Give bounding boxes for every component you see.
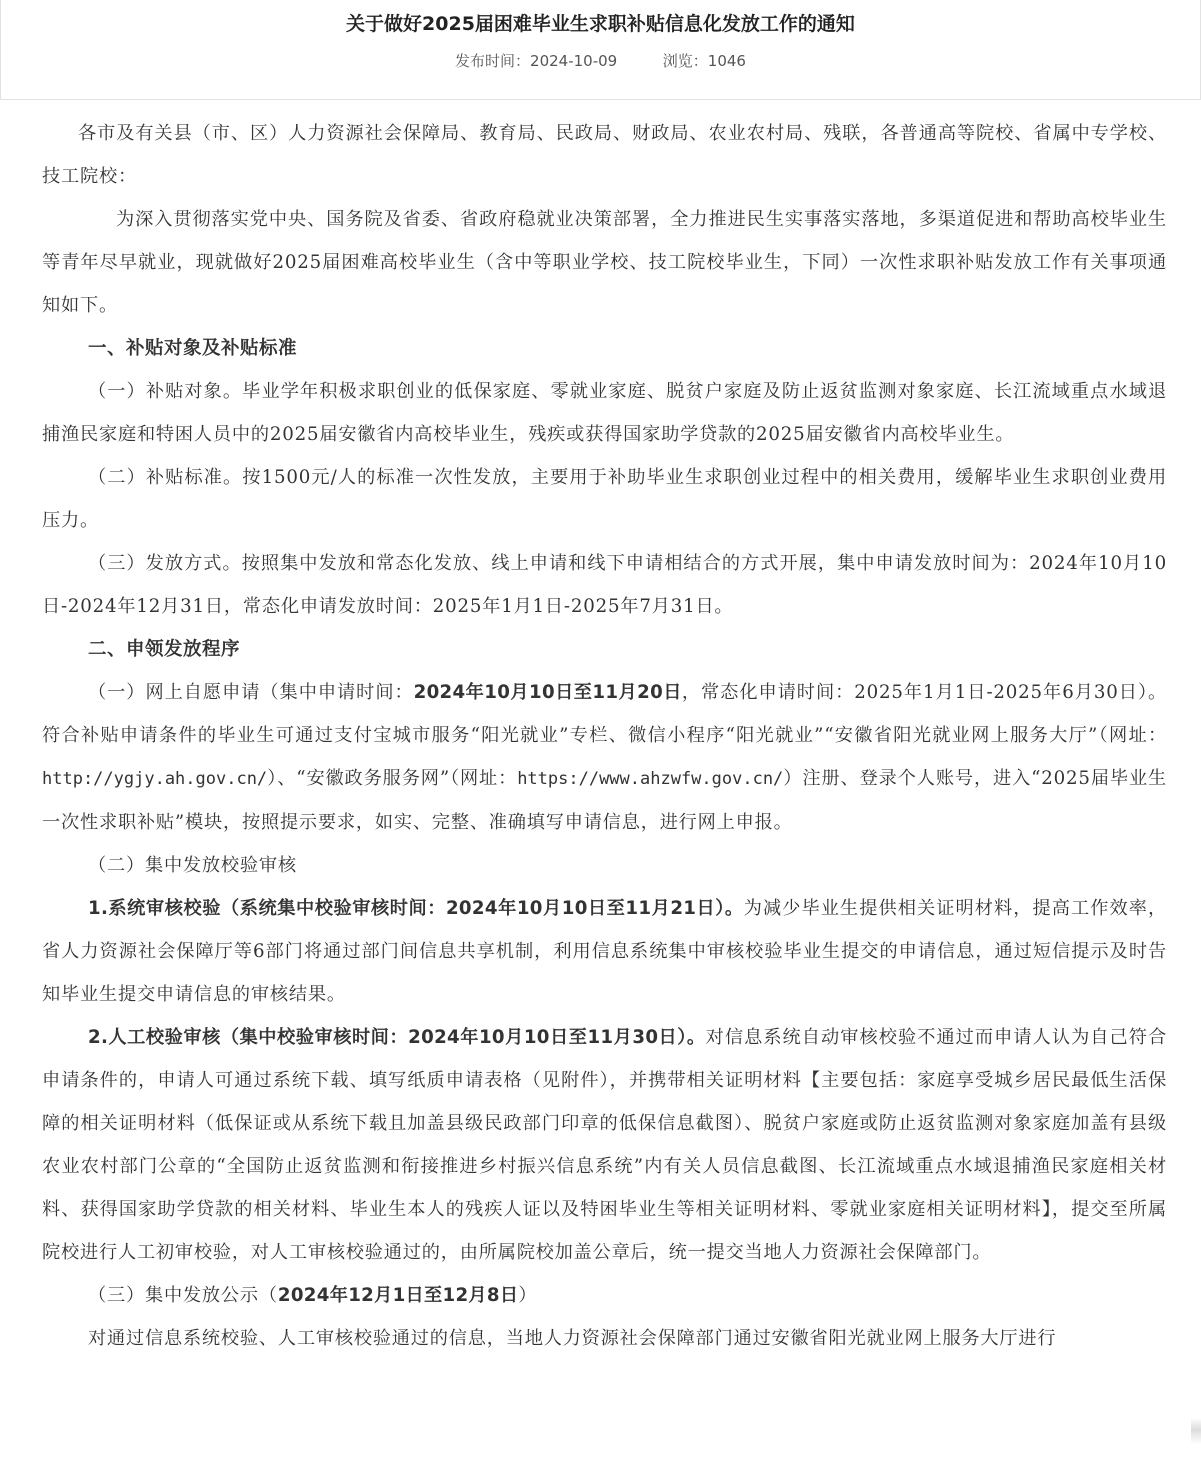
publicity-period: 2024年12月1日至12月8日 [277, 1285, 519, 1306]
manual-review-title: 2.人工校验审核（集中校验审核时间：2024年10月10日至11月30日）。 [88, 1027, 706, 1048]
article-header [0, 0, 1201, 100]
text-segment: （一）网上自愿申请（集中申请时间： [88, 682, 414, 703]
salutation: 各市及有关县（市、区）人力资源社会保障局、教育局、民政局、财政局、农业农村局、残联，各普通高等院校、省属中专学校、技工院校： [42, 123, 1167, 187]
paragraph-online-application [42, 671, 1167, 844]
text-segment: ，常态化申请时间：2025年1月1日-2025年6月30日）。符合补贴申请条件的毕业生可通过支付宝城市服务“阳光就业”专栏、微信小程序“阳光就业”“安徽省阳光就业网上服务大厅”（网址： [42, 682, 1167, 746]
views-count: 1046 [707, 52, 746, 70]
text-segment: 对信息系统自动审核校验不通过而申请人认为自己符合申请条件的，申请人可通过系统下载、填写纸质申请表格（见附件），并携带相关证明材料【主要包括：家庭享受城乡居民最低生活保障的相关证明材料（低保证或从系统下载且加盖县级民政部门印章的低保信息截图）、脱贫户家庭或防止返贫监测对象家庭加盖有县级农业农村部门公章的“全国防止返贫监测和衔接推进乡村振兴信息系统”内有关人员信息截图、长江流域重点水域退捕渔民家庭相关材料、获得国家助学贷款的相关材料、毕业生本人的残疾人证以及特困毕业生等相关证明材料、零就业家庭相关证明材料】，提交至所属院校进行人工初审校验，对人工审核校验通过的，由所属院校加盖公章后，统一提交当地人力资源社会保障部门。 [42, 1027, 1167, 1263]
section-heading-1: 一、补贴对象及补贴标准 [88, 338, 298, 359]
text-segment: ）、“安徽政务服务网”（网址： [267, 768, 518, 789]
subheading-centralized-review: （二）集中发放校验审核 [88, 855, 297, 876]
paragraph-publicity-detail: 对通过信息系统校验、人工审核校验通过的信息，当地人力资源社会保障部门通过安徽省阳光就业网上服务大厅进行 [88, 1328, 1057, 1349]
paragraph-subsidy-standard: （二）补贴标准。按1500元/人的标准一次性发放，主要用于补助毕业生求职创业过程中的相关费用，缓解毕业生求职创业费用压力。 [42, 467, 1167, 531]
article-meta [1, 51, 1200, 71]
application-period: 2024年10月10日至11月20日 [413, 682, 682, 703]
text-segment: ） [518, 1285, 538, 1306]
publish-label: 发布时间： [455, 52, 531, 70]
url-ahzwfw: https://www.ahzwfw.gov.cn/ [517, 769, 784, 789]
article-title: 关于做好2025届困难毕业生求职补贴信息化发放工作的通知 [346, 13, 855, 35]
text-segment: （三）集中发放公示（ [88, 1285, 278, 1306]
subheading-publicity [42, 1274, 1167, 1317]
paragraph-system-review [42, 887, 1167, 1016]
text-segment: 为减少毕业生提供相关证明材料，提高工作效率，省人力资源社会保障厅等6部门将通过部门间信息共享机制，利用信息系统集中审核校验毕业生提交的申请信息，通过短信提示及时告知毕业生提交申请信息的审核结果。 [42, 898, 1168, 1005]
url-ygjy: http://ygjy.ah.gov.cn/ [42, 769, 268, 789]
system-review-title: 1.系统审核校验（系统集中校验审核时间：2024年10月10日至11月21日）。 [88, 898, 744, 919]
publish-date: 2024-10-09 [530, 52, 618, 70]
text-segment: ）注册、登录个人账号，进入“2025届毕业生一次性求职补贴”模块，按照提示要求，如实、完整、准确填写申请信息，进行网上申报。 [42, 768, 1167, 833]
paragraph-subsidy-target: （一）补贴对象。毕业学年积极求职创业的低保家庭、零就业家庭、脱贫户家庭及防止返贫监测对象家庭、长江流域重点水域退捕渔民家庭和特困人员中的2025届安徽省内高校毕业生，残疾或获得国家助学贷款的2025届安徽省内高校毕业生。 [42, 381, 1167, 445]
paragraph-manual-review [42, 1016, 1167, 1274]
intro-paragraph: 为深入贯彻落实党中央、国务院及省委、省政府稳就业决策部署，全力推进民生实事落实落地，多渠道促进和帮助高校毕业生等青年尽早就业，现就做好2025届困难高校毕业生（含中等职业学校、技工院校毕业生，下同）一次性求职补贴发放工作有关事项通知如下。 [42, 209, 1167, 316]
views-label: 浏览： [662, 52, 708, 70]
paragraph-distribution-method: （三）发放方式。按照集中发放和常态化发放、线上申请和线下申请相结合的方式开展，集中申请发放时间为：2024年10月10日-2024年12月31日，常态化申请发放时间：2025年1月1日-2025年7月31日。 [42, 553, 1167, 617]
article-body [42, 112, 1167, 1360]
scrollbar-edge [1191, 1418, 1201, 1444]
section-heading-2: 二、申领发放程序 [88, 639, 241, 660]
